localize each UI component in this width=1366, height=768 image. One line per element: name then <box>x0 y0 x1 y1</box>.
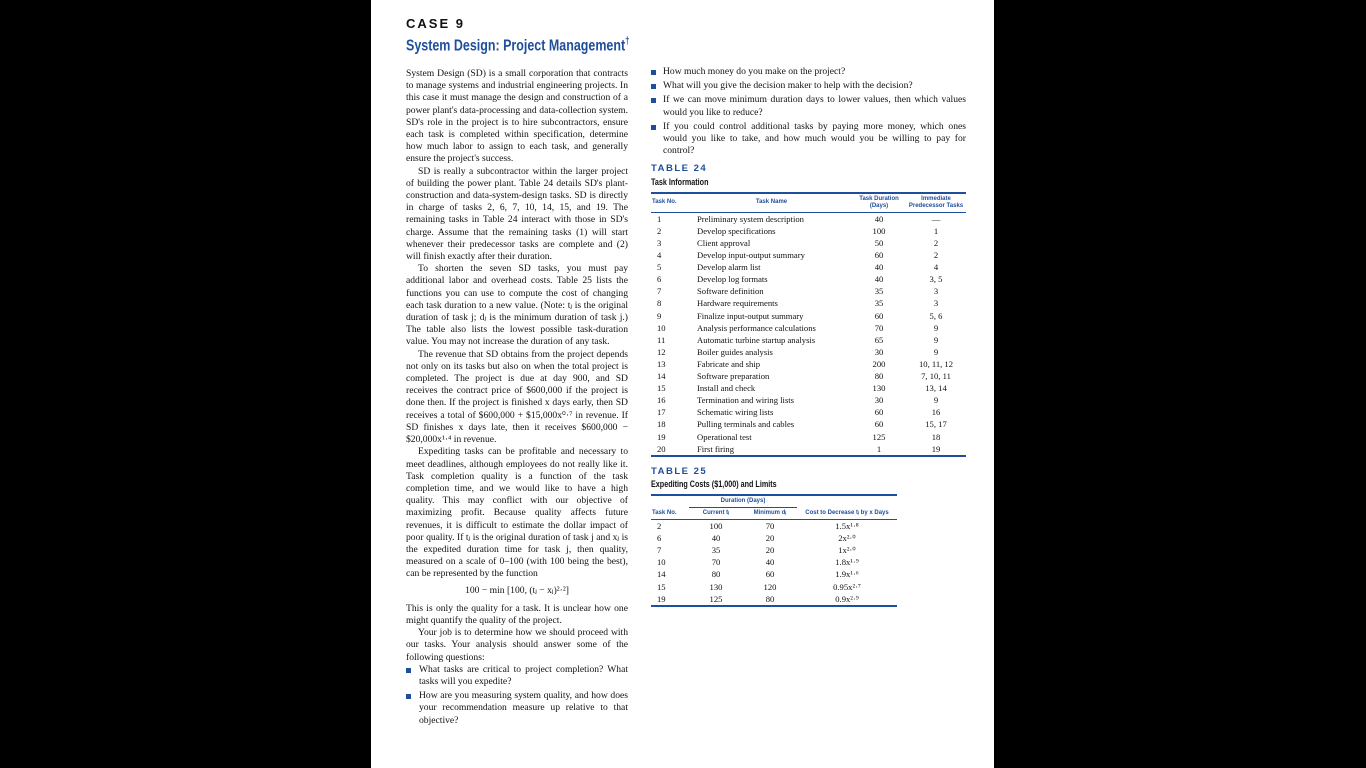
cell-task-no: 2 <box>657 521 662 532</box>
paragraph-5: Expediting tasks can be profitable and necessary to meet deadlines, although employees do not really like it. Task completion quality is a function of the task completion time, and we would like to have a high quality. This may conflict with our objective of maximizing profit. Because quality affects future revenues, it is difficult to estimate the dollar impact of poor quality. If tⱼ is the original duration of task j and xⱼ is the expedited duration time for task j, then quality, measured on a scale of 0–100 (with 100 being the best), can be represented by the function <box>406 446 628 580</box>
cell-duration: 40 <box>874 213 884 224</box>
table-row <box>651 346 966 358</box>
cell-predecessors: 4 <box>933 262 939 273</box>
cell-task-no: 19 <box>657 431 666 442</box>
bullet-square-icon <box>651 125 656 130</box>
quality-formula: 100 − min [100, (tⱼ − xⱼ)²·²] <box>465 584 569 596</box>
table-row <box>651 581 897 593</box>
cell-task-name: Software preparation <box>697 371 770 382</box>
cell-duration: 60 <box>874 310 884 321</box>
right-column <box>651 66 966 607</box>
cell-task-name: Develop log formats <box>697 274 768 285</box>
table-header-row <box>651 193 966 213</box>
cell-task-no: 20 <box>657 443 666 454</box>
cell-task-name: Develop specifications <box>697 225 776 236</box>
cell-duration: 35 <box>874 286 884 297</box>
cell-task-no: 18 <box>657 419 666 430</box>
table-row <box>651 520 897 533</box>
bullet-square-icon <box>406 668 411 673</box>
cell-predecessors: 15, 17 <box>925 419 947 430</box>
cell-predecessors: 2 <box>933 250 939 261</box>
case-label: CASE 9 <box>406 16 465 31</box>
cell-task-no: 15 <box>657 581 666 592</box>
cell-predecessors: 18 <box>931 431 941 442</box>
cell-duration: 35 <box>874 298 884 309</box>
cell-task-no: 14 <box>657 569 666 580</box>
cell-cost: 1.5x¹·⁸ <box>835 521 859 532</box>
cell-duration: 80 <box>874 371 884 382</box>
cell-task-name: Develop alarm list <box>697 262 761 273</box>
expediting-costs-table <box>651 494 897 607</box>
cell-duration: 50 <box>874 238 884 249</box>
bullet-square-icon <box>406 694 411 699</box>
cell-predecessors: 10, 11, 12 <box>918 358 954 369</box>
table-24-label: TABLE 24 <box>651 163 708 175</box>
table-row <box>651 556 897 568</box>
cell-current: 40 <box>711 533 721 544</box>
cell-task-name: Analysis performance calculations <box>697 322 816 333</box>
cell-cost: 1.8x¹·⁹ <box>835 557 859 568</box>
cell-task-no: 6 <box>657 533 662 544</box>
cell-task-no: 16 <box>657 395 666 406</box>
table-row <box>651 249 966 261</box>
cell-minimum: 80 <box>765 593 775 604</box>
col-header-task-no: Task No. <box>651 508 689 520</box>
cell-task-name: Develop input-output summary <box>697 250 805 261</box>
col-header-minimum: Minimum dⱼ <box>743 508 797 520</box>
cell-current: 35 <box>711 545 721 556</box>
cell-task-no: 19 <box>657 593 666 604</box>
table-row <box>651 237 966 249</box>
cell-cost: 1.9x¹·⁶ <box>835 569 859 580</box>
cell-duration: 100 <box>872 225 886 236</box>
bullet-square-icon <box>651 70 656 75</box>
case-title <box>406 36 629 55</box>
table-row <box>651 310 966 322</box>
cell-duration: 125 <box>872 431 886 442</box>
cell-task-no: 5 <box>657 262 662 273</box>
question-text: If you could control additional tasks by paying more money, which ones would you like to take, and how much would you be willing to pay for control? <box>663 120 966 157</box>
cell-task-name: Pulling terminals and cables <box>697 419 795 430</box>
list-item <box>651 80 966 92</box>
paragraph-3: To shorten the seven SD tasks, you must pay additional labor and overhead costs. Table 25 lists the functions you can use to compute the cost of changing each task duration to a new value. (Note: tⱼ is the original duration of task j; dⱼ is the minimum duration of task j.) The table also lists the lowest possible task-duration value. You may not increase the duration of any task. <box>406 263 628 348</box>
table-row <box>651 261 966 273</box>
cell-duration: 200 <box>872 358 886 369</box>
paragraph-2: SD is really a subcontractor within the larger project of building the power plant. Table 24 details SD's plant-construction and data-system-design tasks. SD is directly in charge of tasks 2, 6, 7, 10, 14, 15, and 19. The remaining tasks in Table 24 interact with those in SD's charge. Assume that the remaining tasks (1) will start whenever their predecessor tasks are complete and (2) will finish exactly after their duration. <box>406 165 628 263</box>
cell-predecessors: 5, 6 <box>929 310 943 321</box>
cell-task-no: 9 <box>657 310 662 321</box>
cell-task-name: Boiler guides analysis <box>697 346 773 357</box>
cell-task-name: Preliminary system description <box>697 213 804 224</box>
table-row <box>651 394 966 406</box>
cell-predecessors: 16 <box>931 407 941 418</box>
col-group-header-duration: Duration (Days) <box>689 495 797 508</box>
cell-task-name: Client approval <box>697 238 751 249</box>
table-row <box>651 568 897 580</box>
cell-task-name: Schematic wiring lists <box>697 407 774 418</box>
table-row <box>651 431 966 443</box>
table-25-label: TABLE 25 <box>651 465 708 477</box>
cell-task-no: 14 <box>657 371 666 382</box>
cell-minimum: 70 <box>765 521 775 532</box>
cell-task-no: 2 <box>657 225 662 236</box>
cell-cost: 1x²·⁰ <box>838 545 856 556</box>
cell-task-name: Finalize input-output summary <box>697 310 804 321</box>
col-header-task-no: Task No. <box>651 193 691 213</box>
table-row <box>651 593 897 606</box>
cell-predecessors: 13, 14 <box>925 383 947 394</box>
cell-task-name: Automatic turbine startup analysis <box>697 334 816 345</box>
list-item <box>651 94 966 118</box>
cell-task-name: Fabricate and ship <box>697 358 761 369</box>
cell-task-no: 17 <box>657 407 666 418</box>
cell-predecessors: 7, 10, 11 <box>921 371 951 382</box>
cell-task-no: 10 <box>657 322 666 333</box>
cell-predecessors: 9 <box>933 395 939 406</box>
table-25-title: Expediting Costs ($1,000) and Limits <box>651 478 777 489</box>
cell-task-name: Termination and wiring lists <box>697 395 795 406</box>
table-row <box>651 285 966 297</box>
table-row <box>651 334 966 346</box>
cell-predecessors: 3 <box>933 286 939 297</box>
cell-predecessors: 2 <box>933 238 939 249</box>
document-page <box>371 0 994 768</box>
col-header-predecessors: Immediate Predecessor Tasks <box>906 193 966 213</box>
cell-duration: 40 <box>874 274 884 285</box>
cell-predecessors: 3, 5 <box>929 274 943 285</box>
cell-duration: 60 <box>874 250 884 261</box>
table-row <box>651 297 966 309</box>
paragraph-1: System Design (SD) is a small corporation that contracts to manage systems and industrial engineering projects. In this case it must manage the design and construction of a power plant's data-processing and data-collection system. SD's role in the project is to hire subcontractors, ensure each task is completed within specification, determine how much labor to assign to each task, and generally ensure the project's success. <box>406 68 628 165</box>
col-header-cost: Cost to Decrease tⱼ by x Days <box>797 508 897 520</box>
cell-task-name: First firing <box>697 443 735 454</box>
cell-duration: 70 <box>874 322 884 333</box>
list-item <box>406 664 628 688</box>
paragraph-7: Your job is to determine how we should proceed with our tasks. Your analysis should answer some of the following questions: <box>406 627 628 663</box>
cell-duration: 130 <box>872 383 886 394</box>
cell-predecessors: 1 <box>933 225 939 236</box>
table-24-title: Task Information <box>651 176 709 187</box>
cell-cost: 0.9x²·⁹ <box>835 593 859 604</box>
cell-task-no: 7 <box>657 286 662 297</box>
cell-task-no: 15 <box>657 383 666 394</box>
table-row <box>651 418 966 430</box>
table-row <box>651 370 966 382</box>
questions-list-left <box>406 664 628 727</box>
cell-predecessors: 3 <box>933 298 939 309</box>
table-row <box>651 382 966 394</box>
cell-task-no: 1 <box>657 213 662 224</box>
cell-task-name: Hardware requirements <box>697 298 778 309</box>
question-text: What tasks are critical to project completion? What tasks will you expedite? <box>419 663 628 687</box>
cell-duration: 30 <box>874 395 884 406</box>
table-row <box>651 544 897 556</box>
table-group-header-row <box>651 495 897 508</box>
col-header-duration: Task Duration (Days) <box>852 193 906 213</box>
cell-duration: 60 <box>874 407 884 418</box>
cell-current: 125 <box>709 593 723 604</box>
cell-task-name: Software definition <box>697 286 764 297</box>
question-text: If we can move minimum duration days to lower values, then which values would you like to reduce? <box>663 94 966 118</box>
left-column <box>406 68 628 729</box>
question-text: How much money do you make on the project? <box>663 66 846 77</box>
col-header-current: Current tⱼ <box>689 508 743 520</box>
cell-task-no: 10 <box>657 557 666 568</box>
table-row <box>651 322 966 334</box>
cell-current: 70 <box>711 557 721 568</box>
cell-duration: 1 <box>876 443 882 454</box>
questions-list-right <box>651 66 966 157</box>
cell-current: 80 <box>711 569 721 580</box>
cell-task-no: 8 <box>657 298 662 309</box>
cell-minimum: 20 <box>765 533 775 544</box>
cell-predecessors: — <box>931 213 941 224</box>
cell-task-no: 7 <box>657 545 662 556</box>
paragraph-6: This is only the quality for a task. It is unclear how one might quantify the quality of the project. <box>406 602 628 626</box>
table-row <box>651 406 966 418</box>
paragraph-4: The revenue that SD obtains from the project depends not only on its tasks but also on when the total project is completed. The project is due at day 900, and SD receives the contract price of $600,000 if the project is done then. If the project is finished x days early, then SD receives a total of $600,000 + $15,000x⁰·⁷ in revenue. If SD finishes x days late, then it receives $600,000 − $20,000x¹·⁴ in revenue. <box>406 348 628 446</box>
cell-task-no: 3 <box>657 238 662 249</box>
cell-duration: 65 <box>874 334 884 345</box>
question-text: What will you give the decision maker to help with the decision? <box>663 80 913 92</box>
cell-predecessors: 9 <box>933 346 939 357</box>
cell-predecessors: 19 <box>931 443 941 454</box>
cell-minimum: 20 <box>765 545 775 556</box>
cell-predecessors: 9 <box>933 322 939 333</box>
cell-task-name: Install and check <box>697 383 756 394</box>
table-row <box>651 212 966 225</box>
table-row <box>651 443 966 456</box>
bullet-square-icon <box>651 98 656 103</box>
case-title-text: System Design: Project Management <box>406 37 626 55</box>
table-row <box>651 225 966 237</box>
cell-task-no: 11 <box>657 334 666 345</box>
list-item <box>651 121 966 158</box>
table-header-row <box>651 508 897 520</box>
bullet-square-icon <box>651 84 656 89</box>
cell-minimum: 60 <box>765 569 775 580</box>
table-row <box>651 532 897 544</box>
cell-cost: 2x²·⁰ <box>838 533 856 544</box>
table-row <box>651 358 966 370</box>
cell-predecessors: 9 <box>933 334 939 345</box>
cell-task-no: 4 <box>657 250 662 261</box>
cell-minimum: 120 <box>763 581 777 592</box>
cell-cost: 0.95x²·⁷ <box>833 581 861 592</box>
cell-task-no: 13 <box>657 358 666 369</box>
list-item <box>406 690 628 727</box>
cell-current: 130 <box>709 581 723 592</box>
cell-duration: 40 <box>874 262 884 273</box>
cell-duration: 30 <box>874 346 884 357</box>
cell-minimum: 40 <box>765 557 775 568</box>
cell-task-no: 6 <box>657 274 662 285</box>
table-row <box>651 273 966 285</box>
list-item <box>651 66 966 78</box>
cell-task-name: Operational test <box>697 431 752 442</box>
col-header-task-name: Task Name <box>691 193 852 213</box>
cell-duration: 60 <box>874 419 884 430</box>
cell-task-no: 12 <box>657 346 666 357</box>
cell-current: 100 <box>709 521 723 532</box>
question-text: How are you measuring system quality, and how does your recommendation measure up relative to that objective? <box>419 690 628 726</box>
task-information-table <box>651 192 966 457</box>
title-footnote-mark: † <box>625 36 630 47</box>
